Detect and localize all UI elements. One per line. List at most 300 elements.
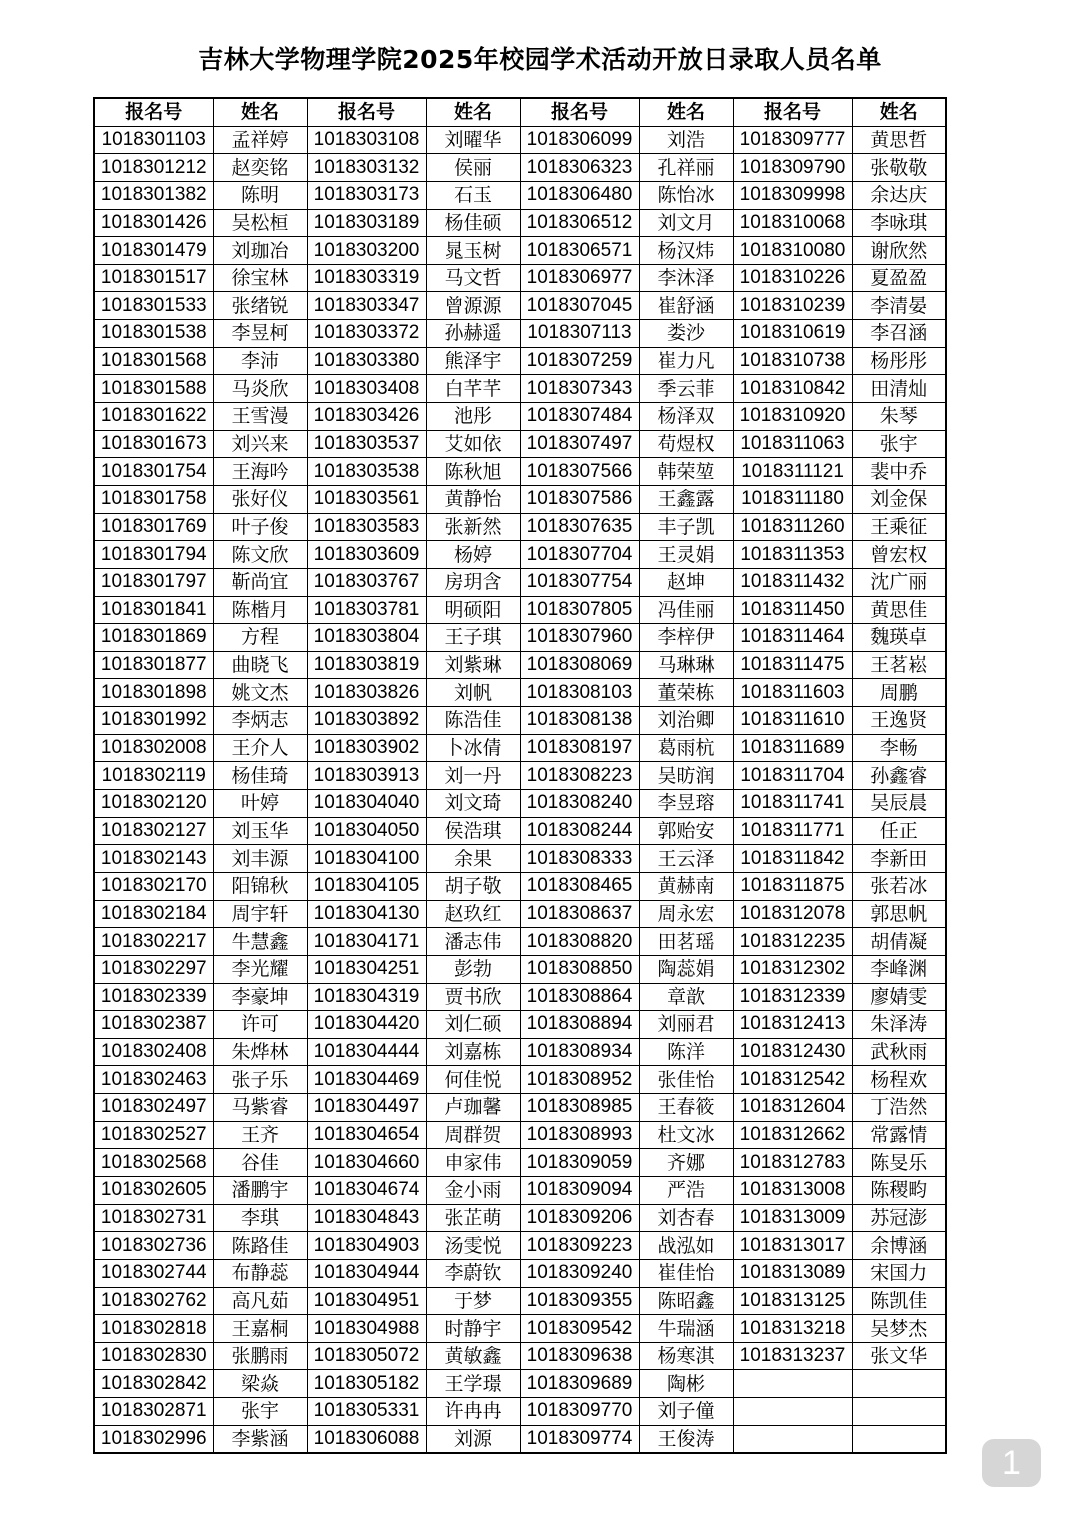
table-row (94, 1398, 946, 1426)
registration-number-cell: 1018303408 (307, 375, 426, 403)
name-cell: 张敬敬 (852, 154, 946, 182)
name-cell: 李昱瑢 (639, 790, 733, 818)
registration-number-cell: 1018302818 (94, 1315, 213, 1343)
registration-number-cell: 1018304130 (307, 900, 426, 928)
name-cell: 陈路佳 (213, 1232, 307, 1260)
registration-number-cell: 1018301382 (94, 181, 213, 209)
registration-number-cell: 1018311689 (733, 734, 852, 762)
name-cell: 陈楷月 (213, 596, 307, 624)
name-cell: 余果 (426, 845, 520, 873)
table-row (94, 596, 946, 624)
registration-number-cell: 1018302527 (94, 1121, 213, 1149)
registration-number-cell: 1018302605 (94, 1176, 213, 1204)
registration-number-cell: 1018307960 (520, 624, 639, 652)
name-cell: 朱琴 (852, 403, 946, 431)
registration-number-cell: 1018302217 (94, 928, 213, 956)
name-cell: 马琳琳 (639, 651, 733, 679)
registration-number-cell: 1018303173 (307, 181, 426, 209)
name-cell: 贾书欣 (426, 983, 520, 1011)
registration-number-cell: 1018301426 (94, 209, 213, 237)
column-header: 报名号 (307, 98, 426, 126)
name-cell: 牛瑞涵 (639, 1315, 733, 1343)
table-row (94, 1149, 946, 1177)
table-row (94, 1259, 946, 1287)
registration-number-cell: 1018304660 (307, 1149, 426, 1177)
name-cell: 张好仪 (213, 485, 307, 513)
name-cell: 刘珈冶 (213, 237, 307, 265)
registration-number-cell: 1018312604 (733, 1094, 852, 1122)
registration-number-cell: 1018302463 (94, 1066, 213, 1094)
name-cell: 刘一丹 (426, 762, 520, 790)
registration-number-cell: 1018309355 (520, 1287, 639, 1315)
name-cell: 李紫涵 (213, 1425, 307, 1453)
name-cell: 苟煜权 (639, 430, 733, 458)
name-cell: 王介人 (213, 734, 307, 762)
name-cell: 胡子敬 (426, 872, 520, 900)
registration-number-cell: 1018301538 (94, 320, 213, 348)
name-cell: 魏瑛卓 (852, 624, 946, 652)
registration-number-cell: 1018309770 (520, 1398, 639, 1426)
name-cell: 常露情 (852, 1121, 946, 1149)
name-cell: 杨汉炜 (639, 237, 733, 265)
registration-number-cell: 1018310080 (733, 237, 852, 265)
name-cell: 吴松桓 (213, 209, 307, 237)
name-cell: 刘仁硕 (426, 1011, 520, 1039)
name-cell: 牛慧鑫 (213, 928, 307, 956)
registration-number-cell: 1018309774 (520, 1425, 639, 1453)
registration-number-cell: 1018311842 (733, 845, 852, 873)
registration-number-cell: 1018311741 (733, 790, 852, 818)
table-row (94, 1176, 946, 1204)
name-cell: 刘文月 (639, 209, 733, 237)
registration-number-cell: 1018301588 (94, 375, 213, 403)
registration-number-cell: 1018312235 (733, 928, 852, 956)
name-cell: 杨程欢 (852, 1066, 946, 1094)
name-cell: 刘文琦 (426, 790, 520, 818)
name-cell: 严浩 (639, 1176, 733, 1204)
registration-number-cell: 1018302762 (94, 1287, 213, 1315)
name-cell: 刘嘉栋 (426, 1038, 520, 1066)
table-row (94, 264, 946, 292)
header-row (94, 98, 946, 126)
name-cell: 宋国力 (852, 1259, 946, 1287)
name-cell: 韩荣堃 (639, 458, 733, 486)
name-cell: 刘浩 (639, 126, 733, 154)
table-row (94, 1011, 946, 1039)
name-cell: 陶蕊娟 (639, 955, 733, 983)
name-cell: 董荣栋 (639, 679, 733, 707)
name-cell: 申家伟 (426, 1149, 520, 1177)
name-cell: 周宇轩 (213, 900, 307, 928)
name-cell: 彭勃 (426, 955, 520, 983)
name-cell: 冯佳丽 (639, 596, 733, 624)
name-cell: 黄赫南 (639, 872, 733, 900)
name-cell: 黄静怡 (426, 485, 520, 513)
registration-number-cell: 1018301869 (94, 624, 213, 652)
registration-number-cell: 1018310842 (733, 375, 852, 403)
registration-number-cell: 1018303108 (307, 126, 426, 154)
table-row (94, 1204, 946, 1232)
name-cell: 刘丰源 (213, 845, 307, 873)
registration-number-cell: 1018301992 (94, 707, 213, 735)
registration-number-cell: 1018301479 (94, 237, 213, 265)
name-cell: 郭思帆 (852, 900, 946, 928)
name-cell: 陈怡冰 (639, 181, 733, 209)
registration-number-cell: 1018310226 (733, 264, 852, 292)
registration-number-cell: 1018307586 (520, 485, 639, 513)
name-cell: 王逸贤 (852, 707, 946, 735)
name-cell: 曾源源 (426, 292, 520, 320)
table-row (94, 1038, 946, 1066)
name-cell: 廖婧雯 (852, 983, 946, 1011)
column-header: 姓名 (213, 98, 307, 126)
name-cell: 房玥含 (426, 568, 520, 596)
name-cell: 赵玖红 (426, 900, 520, 928)
registration-number-cell: 1018301103 (94, 126, 213, 154)
name-cell: 叶婷 (213, 790, 307, 818)
name-cell: 王子琪 (426, 624, 520, 652)
name-cell: 王学璟 (426, 1370, 520, 1398)
registration-number-cell: 1018311475 (733, 651, 852, 679)
registration-number-cell: 1018311180 (733, 485, 852, 513)
name-cell: 金小雨 (426, 1176, 520, 1204)
registration-number-cell: 1018306099 (520, 126, 639, 154)
name-cell: 陶彬 (639, 1370, 733, 1398)
registration-number-cell: 1018309638 (520, 1342, 639, 1370)
registration-number-cell: 1018303609 (307, 541, 426, 569)
registration-number-cell: 1018310738 (733, 347, 852, 375)
column-header: 姓名 (639, 98, 733, 126)
registration-number-cell: 1018307704 (520, 541, 639, 569)
table-row (94, 237, 946, 265)
name-cell: 李峰渊 (852, 955, 946, 983)
registration-number-cell: 1018302568 (94, 1149, 213, 1177)
name-cell: 叶子俊 (213, 513, 307, 541)
registration-number-cell (733, 1425, 852, 1453)
registration-number-cell: 1018308333 (520, 845, 639, 873)
registration-number-cell: 1018312078 (733, 900, 852, 928)
name-cell: 苏冠澎 (852, 1204, 946, 1232)
registration-number-cell: 1018308934 (520, 1038, 639, 1066)
name-cell: 靳尚宜 (213, 568, 307, 596)
name-cell: 陈昭鑫 (639, 1287, 733, 1315)
registration-number-cell: 1018311353 (733, 541, 852, 569)
name-cell: 朱烨林 (213, 1038, 307, 1066)
registration-number-cell: 1018304469 (307, 1066, 426, 1094)
registration-number-cell: 1018303804 (307, 624, 426, 652)
registration-number-cell: 1018302408 (94, 1038, 213, 1066)
name-cell: 刘玉华 (213, 817, 307, 845)
name-cell: 王嘉桐 (213, 1315, 307, 1343)
name-cell: 于梦 (426, 1287, 520, 1315)
registration-number-cell: 1018304654 (307, 1121, 426, 1149)
table-row (94, 320, 946, 348)
registration-number-cell: 1018313008 (733, 1176, 852, 1204)
registration-number-cell: 1018308637 (520, 900, 639, 928)
name-cell: 任正 (852, 817, 946, 845)
registration-number-cell: 1018307635 (520, 513, 639, 541)
registration-number-cell: 1018304319 (307, 983, 426, 1011)
name-cell: 杨寒淇 (639, 1342, 733, 1370)
registration-number-cell: 1018302143 (94, 845, 213, 873)
registration-number-cell: 1018302120 (94, 790, 213, 818)
table-row (94, 624, 946, 652)
name-cell: 周永宏 (639, 900, 733, 928)
registration-number-cell: 1018306323 (520, 154, 639, 182)
name-cell: 阳锦秋 (213, 872, 307, 900)
registration-number-cell: 1018304105 (307, 872, 426, 900)
table-row (94, 1370, 946, 1398)
table-row (94, 513, 946, 541)
registration-number-cell: 1018308820 (520, 928, 639, 956)
name-cell: 李沐泽 (639, 264, 733, 292)
registration-number-cell: 1018302184 (94, 900, 213, 928)
registration-number-cell: 1018307566 (520, 458, 639, 486)
name-cell: 黄敏鑫 (426, 1342, 520, 1370)
registration-number-cell: 1018307343 (520, 375, 639, 403)
registration-number-cell: 1018313125 (733, 1287, 852, 1315)
name-cell: 方程 (213, 624, 307, 652)
name-cell: 吴梦杰 (852, 1315, 946, 1343)
registration-number-cell: 1018313009 (733, 1204, 852, 1232)
registration-number-cell: 1018305072 (307, 1342, 426, 1370)
name-cell: 刘子僮 (639, 1398, 733, 1426)
name-cell: 许可 (213, 1011, 307, 1039)
registration-number-cell: 1018302387 (94, 1011, 213, 1039)
name-cell: 李新田 (852, 845, 946, 873)
table-row (94, 458, 946, 486)
admission-list-table (93, 97, 947, 1454)
name-cell: 刘紫琳 (426, 651, 520, 679)
name-cell: 刘杏春 (639, 1204, 733, 1232)
column-header: 姓名 (426, 98, 520, 126)
registration-number-cell: 1018309059 (520, 1149, 639, 1177)
registration-number-cell: 1018308850 (520, 955, 639, 983)
name-cell (852, 1398, 946, 1426)
name-cell: 裴中乔 (852, 458, 946, 486)
registration-number-cell: 1018303583 (307, 513, 426, 541)
table-row (94, 845, 946, 873)
name-cell: 田清灿 (852, 375, 946, 403)
name-cell: 王灵娟 (639, 541, 733, 569)
registration-number-cell: 1018307259 (520, 347, 639, 375)
registration-number-cell: 1018304903 (307, 1232, 426, 1260)
name-cell: 季云菲 (639, 375, 733, 403)
name-cell: 黄思哲 (852, 126, 946, 154)
registration-number-cell: 1018311464 (733, 624, 852, 652)
registration-number-cell: 1018313237 (733, 1342, 852, 1370)
name-cell: 陈稷畇 (852, 1176, 946, 1204)
registration-number-cell: 1018304420 (307, 1011, 426, 1039)
name-cell: 刘帆 (426, 679, 520, 707)
name-cell: 张佳怡 (639, 1066, 733, 1094)
name-cell (852, 1370, 946, 1398)
registration-number-cell: 1018309542 (520, 1315, 639, 1343)
name-cell: 沈广丽 (852, 568, 946, 596)
registration-number-cell: 1018301898 (94, 679, 213, 707)
registration-number-cell: 1018308985 (520, 1094, 639, 1122)
name-cell: 李沛 (213, 347, 307, 375)
registration-number-cell (733, 1398, 852, 1426)
name-cell: 侯丽 (426, 154, 520, 182)
registration-number-cell: 1018311603 (733, 679, 852, 707)
name-cell: 陈旻乐 (852, 1149, 946, 1177)
name-cell: 田茗瑶 (639, 928, 733, 956)
table-row (94, 790, 946, 818)
name-cell: 杨佳硕 (426, 209, 520, 237)
registration-number-cell: 1018301673 (94, 430, 213, 458)
name-cell: 崔力凡 (639, 347, 733, 375)
name-cell: 娄沙 (639, 320, 733, 348)
name-cell: 明硕阳 (426, 596, 520, 624)
registration-number-cell: 1018304951 (307, 1287, 426, 1315)
name-cell: 章歆 (639, 983, 733, 1011)
table-row (94, 955, 946, 983)
table-row (94, 154, 946, 182)
name-cell: 马紫睿 (213, 1094, 307, 1122)
name-cell: 陈文欣 (213, 541, 307, 569)
name-cell: 石玉 (426, 181, 520, 209)
name-cell: 高凡茹 (213, 1287, 307, 1315)
page-title: 吉林大学物理学院2025年校园学术活动开放日录取人员名单 (198, 45, 882, 74)
page-number-badge[interactable]: 1 (982, 1439, 1041, 1487)
table-row (94, 734, 946, 762)
registration-number-cell: 1018303538 (307, 458, 426, 486)
name-cell: 李昱柯 (213, 320, 307, 348)
registration-number-cell: 1018301769 (94, 513, 213, 541)
table-row (94, 1232, 946, 1260)
table-row (94, 651, 946, 679)
registration-number-cell: 1018307805 (520, 596, 639, 624)
registration-number-cell: 1018306977 (520, 264, 639, 292)
name-cell: 刘金保 (852, 485, 946, 513)
registration-number-cell: 1018301533 (94, 292, 213, 320)
registration-number-cell: 1018308197 (520, 734, 639, 762)
registration-number-cell: 1018308952 (520, 1066, 639, 1094)
name-cell: 李清晏 (852, 292, 946, 320)
table-row (94, 181, 946, 209)
registration-number-cell: 1018310920 (733, 403, 852, 431)
name-cell: 杨彤彤 (852, 347, 946, 375)
table-row (94, 292, 946, 320)
name-cell: 侯浩琪 (426, 817, 520, 845)
registration-number-cell: 1018303347 (307, 292, 426, 320)
name-cell: 谢欣然 (852, 237, 946, 265)
registration-number-cell: 1018309777 (733, 126, 852, 154)
name-cell: 周群贺 (426, 1121, 520, 1149)
registration-number-cell: 1018302008 (94, 734, 213, 762)
table-row (94, 1066, 946, 1094)
table-row (94, 1315, 946, 1343)
registration-number-cell: 1018313017 (733, 1232, 852, 1260)
registration-number-cell: 1018303189 (307, 209, 426, 237)
registration-number-cell: 1018308244 (520, 817, 639, 845)
registration-number-cell: 1018303913 (307, 762, 426, 790)
name-cell: 李豪坤 (213, 983, 307, 1011)
table-row (94, 403, 946, 431)
registration-number-cell: 1018306480 (520, 181, 639, 209)
registration-number-cell: 1018310068 (733, 209, 852, 237)
name-cell: 王雪漫 (213, 403, 307, 431)
registration-number-cell: 1018301212 (94, 154, 213, 182)
name-cell: 谷佳 (213, 1149, 307, 1177)
name-cell: 白芊芊 (426, 375, 520, 403)
registration-number-cell: 1018302736 (94, 1232, 213, 1260)
registration-number-cell: 1018312662 (733, 1121, 852, 1149)
name-cell: 王海吟 (213, 458, 307, 486)
registration-number-cell: 1018309790 (733, 154, 852, 182)
table-row (94, 485, 946, 513)
registration-number-cell: 1018305331 (307, 1398, 426, 1426)
registration-number-cell: 1018302497 (94, 1094, 213, 1122)
registration-number-cell: 1018303132 (307, 154, 426, 182)
registration-number-cell: 1018301754 (94, 458, 213, 486)
name-cell: 池彤 (426, 403, 520, 431)
name-cell: 王茗崧 (852, 651, 946, 679)
registration-number-cell: 1018307484 (520, 403, 639, 431)
registration-number-cell: 1018311875 (733, 872, 852, 900)
name-cell: 许冉冉 (426, 1398, 520, 1426)
registration-number-cell: 1018303380 (307, 347, 426, 375)
table-row (94, 1121, 946, 1149)
registration-number-cell: 1018302744 (94, 1259, 213, 1287)
registration-number-cell: 1018302119 (94, 762, 213, 790)
registration-number-cell: 1018301841 (94, 596, 213, 624)
registration-number-cell: 1018309223 (520, 1232, 639, 1260)
name-cell: 李召涵 (852, 320, 946, 348)
registration-number-cell: 1018302731 (94, 1204, 213, 1232)
name-cell: 郭贻安 (639, 817, 733, 845)
name-cell: 吴辰晨 (852, 790, 946, 818)
name-cell: 马文哲 (426, 264, 520, 292)
registration-number-cell: 1018304843 (307, 1204, 426, 1232)
registration-number-cell: 1018307754 (520, 568, 639, 596)
registration-number-cell: 1018311610 (733, 707, 852, 735)
registration-number-cell: 1018302339 (94, 983, 213, 1011)
registration-number-cell: 1018306512 (520, 209, 639, 237)
name-cell: 刘曜华 (426, 126, 520, 154)
registration-number-cell: 1018312413 (733, 1011, 852, 1039)
name-cell: 周鹏 (852, 679, 946, 707)
name-cell: 姚文杰 (213, 679, 307, 707)
registration-number-cell (733, 1370, 852, 1398)
registration-number-cell: 1018304497 (307, 1094, 426, 1122)
name-cell: 战泓如 (639, 1232, 733, 1260)
registration-number-cell: 1018311432 (733, 568, 852, 596)
name-cell: 赵奕铭 (213, 154, 307, 182)
registration-number-cell: 1018303902 (307, 734, 426, 762)
registration-number-cell: 1018304171 (307, 928, 426, 956)
name-cell: 葛雨杭 (639, 734, 733, 762)
registration-number-cell: 1018312542 (733, 1066, 852, 1094)
registration-number-cell: 1018308864 (520, 983, 639, 1011)
name-cell: 杨婷 (426, 541, 520, 569)
registration-number-cell: 1018301517 (94, 264, 213, 292)
table-row (94, 900, 946, 928)
name-cell: 李炳志 (213, 707, 307, 735)
name-cell: 王齐 (213, 1121, 307, 1149)
registration-number-cell: 1018303537 (307, 430, 426, 458)
registration-number-cell: 1018303826 (307, 679, 426, 707)
table-row (94, 1342, 946, 1370)
name-cell: 李光耀 (213, 955, 307, 983)
registration-number-cell: 1018308993 (520, 1121, 639, 1149)
name-cell: 张芷萌 (426, 1204, 520, 1232)
registration-number-cell: 1018304251 (307, 955, 426, 983)
registration-number-cell: 1018306571 (520, 237, 639, 265)
name-cell: 徐宝林 (213, 264, 307, 292)
name-cell: 王云泽 (639, 845, 733, 873)
